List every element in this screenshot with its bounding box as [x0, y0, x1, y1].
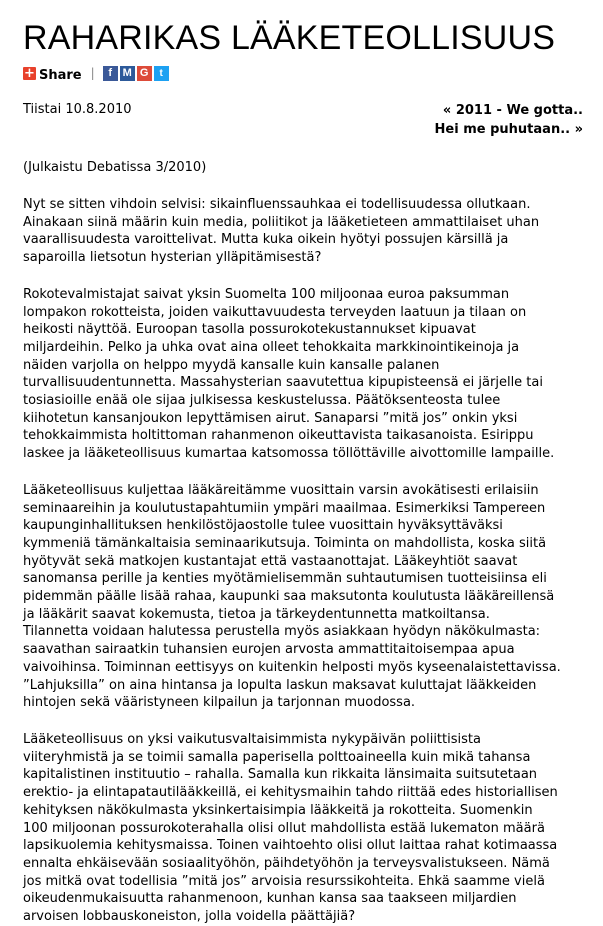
paragraph-line: saparoilla lietsotun hysterian ylläpitämisestä?	[23, 250, 322, 266]
paragraph-line: hintojen sekä vääristyneen kilpailun ja tarjonnan muodossa.	[23, 695, 416, 711]
myspace-icon[interactable]: M	[120, 66, 135, 81]
twitter-icon[interactable]: t	[154, 66, 169, 81]
paragraph-line: erektio- ja elintapatautilääkkeillä, ei kehitysmaihin tahdo riittää edes historiallisen	[23, 785, 558, 801]
paragraph-line: Ainakaan siinä määrin kuin media, poliitikot ja lääketieteen ammattilaiset uhan	[23, 214, 540, 230]
article-paragraph	[23, 731, 583, 926]
paragraph-line: heikosti näyttöä. Euroopan tasolla possurokotekustannukset kipuavat	[23, 322, 476, 338]
paragraph-line: näiden varjolla on helppo myydä kansalle kuin kansalle palanen	[23, 357, 440, 373]
paragraph-line: Lääketeollisuus on yksi vaikutusvaltaisimmista nykypäivän poliittisista	[23, 731, 481, 747]
next-post-link[interactable]: Hei me puhutaan.. »	[434, 122, 583, 137]
post-navigation	[435, 101, 583, 139]
share-button[interactable]: Share	[39, 67, 82, 83]
paragraph-line: arvoisen lobbauskoneiston, jolla voidella päättäjiä?	[23, 909, 356, 925]
post-date: Tiistai 10.8.2010	[23, 102, 132, 117]
previous-post-link[interactable]: « 2011 - We gotta..	[442, 103, 583, 118]
paragraph-line: hyötyvät sekä matkojen kustantajat että vastaanottajat. Lääkeyhtiöt saavat	[23, 553, 518, 569]
paragraph-line: tosiasioille enää ole sijaa julkisessa keskustelussa. Päätöksenteosta tulee	[23, 393, 501, 409]
google-icon[interactable]: G	[137, 66, 152, 81]
paragraph-line: kaupunginhallituksen henkilöstöjaostolle tulee vuosittain hyväksyttäväksi	[23, 518, 503, 534]
paragraph-line: miljardeihin. Pelko ja uhka ovat aina olleet tehokkaita markkinointikeinoja ja	[23, 339, 520, 355]
paragraph-line: ”Lahjuksilla” on aina hintansa ja lopulta laskun maksavat kuluttajat lääkkeiden	[23, 677, 537, 693]
article-body	[23, 196, 583, 926]
share-bar	[23, 64, 583, 82]
divider: |	[90, 66, 95, 80]
paragraph-line: sanomansa perille ja kenties myötämielisemmän suhtautumisen tuotteisiinsa eli	[23, 571, 547, 587]
paragraph-line: lompakon rokotteista, joiden vaikuttavuudesta terveyden laatuun ja tilaan on	[23, 304, 527, 320]
paragraph-line: pidemmän päälle lisää rahaa, kaupunki saa maksutonta koulutusta lääkäreillensä	[23, 589, 555, 605]
paragraph-line: 100 miljoonan possurokoterahalla olisi ollut mahdollista estää lukematon määrä	[23, 820, 545, 836]
post-meta	[23, 97, 583, 137]
paragraph-line: kiihotetun kansanjoukon lepyttämisen airut. Sanaparsi ”mitä jos” onkin yksi	[23, 410, 518, 426]
paragraph-line: turvallisuudentunnetta. Massahysterian saavutettua kipupisteensä ei järjelle tai	[23, 375, 543, 391]
paragraph-line: vaivoihinsa. Toiminnan eettisyys on kuitenkin helposti myös kyseenalaistettavissa.	[23, 659, 561, 675]
paragraph-line: Lääketeollisuus kuljettaa lääkäreitämme vuosittain varsin avokätisesti erilaisiin	[23, 482, 539, 498]
paragraph-line: lapsikuolemia kehitysmaissa. Toinen vaihtoehto olisi ollut laittaa rahat kotimaassa	[23, 838, 558, 854]
paragraph-line: jos mitkä ovat todellisia ”mitä jos” arvoisia resurssikohteita. Ehkä saamme vielä	[23, 873, 545, 889]
paragraph-line: kymmeniä tämänkaltaisia seminaarikutsuja. Toiminta on mahdollista, koska siitä	[23, 535, 547, 551]
article-paragraph	[23, 482, 583, 712]
paragraph-line: kehityksen näkökulmasta yksinkertaisimpia lääkkeitä ja rokotteita. Suomenkin	[23, 802, 533, 818]
paragraph-line: seminaareihin ja koulutustapahtumiin ympäri maailmaa. Esimerkiksi Tampereen	[23, 500, 546, 516]
paragraph-line: ja lääkärit saavat kokemusta, tietoa ja tärkeydentunnetta matkoiltansa.	[23, 606, 490, 622]
paragraph-line: vaarallisuudesta varoittelivat. Mutta kuka oikein hyötyi possujen kärsillä ja	[23, 232, 509, 248]
paragraph-line: Tilannetta voidaan halutessa perustella myös asiakkaan hyödyn näkökulmasta:	[23, 624, 541, 640]
paragraph-line: viiteryhmistä ja se toimii samalla paperisella polttoaineella kuin mikä tahansa	[23, 749, 531, 765]
article-paragraph	[23, 196, 583, 267]
blog-post	[23, 0, 583, 926]
paragraph-line: tehokkaimmista holtittoman rahanmenon oikeuttavista taikasanoista. Esirippu	[23, 428, 534, 444]
paragraph-line: oikeudenmukaisuutta rahanmenoon, kunhan kansa saa taakseen miljardien	[23, 891, 517, 907]
page-title: RAHARIKAS LÄÄKETEOLLISUUS	[23, 19, 556, 57]
paragraph-line: Nyt se sitten vihdoin selvisi: sikainfluenssauhkaa ei todellisuudessa ollutkaan.	[23, 197, 531, 212]
paragraph-line: Rokotevalmistajat saivat yksin Suomelta 100 miljoonaa euroa paksumman	[23, 286, 510, 302]
facebook-icon[interactable]: f	[103, 66, 118, 81]
paragraph-line: ennalta ehkäisevään sosiaalityöhön, päihdetyöhön ja terveysvalistukseen. Nämä	[23, 855, 550, 871]
share-plus-icon[interactable]: +	[24, 65, 35, 81]
paragraph-line: laskee ja lääketeollisuus kumartaa katsomossa töllöttäville aivottomille lampaille.	[23, 446, 555, 462]
publication-note: (Julkaistu Debatissa 3/2010)	[23, 160, 207, 175]
paragraph-line: saavathan sairaatkin tuhansien eurojen arvosta ammattitaitoisempaa apua	[23, 642, 515, 658]
article-paragraph	[23, 286, 583, 463]
paragraph-line: kapitalistinen instituutio – rahalla. Samalla kun rikkaita länsimaita suitsutetaan	[23, 767, 538, 783]
